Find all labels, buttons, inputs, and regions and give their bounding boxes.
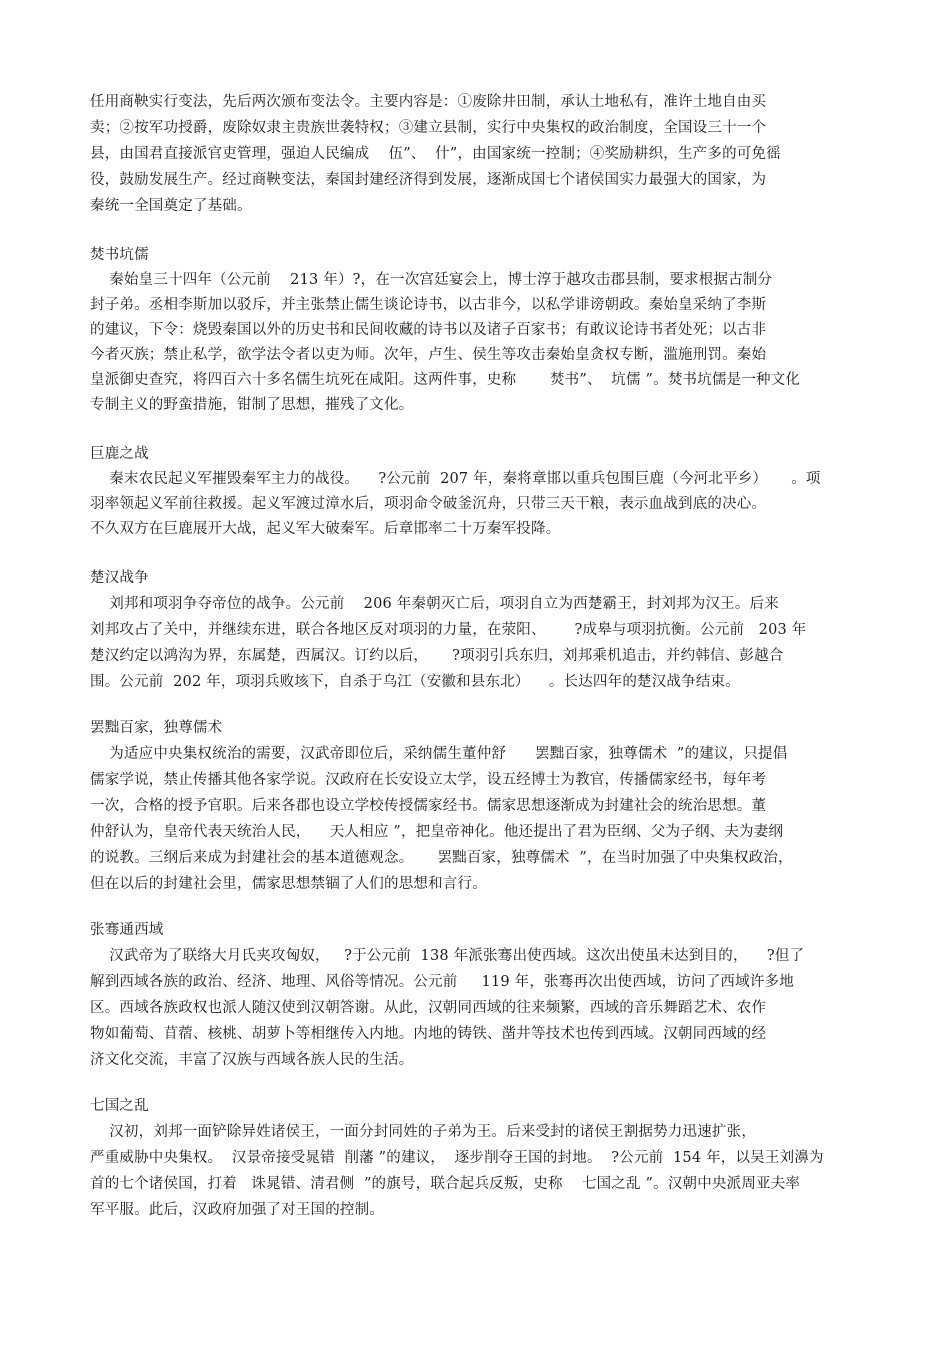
paragraph-line: 刘邦攻占了关中，并继续东进，联合各地区反对项羽的力量，在荥阳、 ?成皋与项羽抗衡。公元前 203 年 [90,622,807,638]
paragraph-line: 一次，合格的授予官职。后来各郡也设立学校传授儒家经书。儒家思想逐渐成为封建社会的统治思想。董 [90,798,767,814]
paragraph-line: 区。西域各族政权也派人随汉使到汉朝答谢。从此，汉朝同西域的往来频繁，西域的音乐舞蹈艺术、农作 [90,1000,767,1016]
section-heading: 七国之乱 [90,1098,149,1114]
paragraph-line: 围。公元前 202 年，项羽兵败垓下，自杀于乌江（安徽和县东北） 。长达四年的楚汉战争结束。 [90,674,740,690]
intro-line: 任用商鞅实行变法，先后两次颁布变法令。主要内容是：①废除井田制，承认土地私有，准许土地自由买 [90,94,767,110]
paragraph-line: 物如葡萄、苜蓿、核桃、胡萝卜等相继传入内地。内地的铸铁、凿井等技术也传到西域。汉朝同西域的经 [90,1026,767,1042]
paragraph-line: 首的七个诸侯国，打着 诛晁错、清君侧 ”的旗号，联合起兵反叛，史称 七国之乱 ”。汉朝中央派周亚夫率 [90,1176,801,1192]
intro-line: 役，鼓励发展生产。经过商鞅变法，秦国封建经济得到发展，逐渐成国七个诸侯国实力最强大的国家，为 [90,172,767,188]
paragraph-line: 秦始皇三十四年（公元前 213 年）?，在一次宫廷宴会上，博士淳于越攻击郡县制，要求根据古制分 [90,272,773,288]
paragraph-line: 今者灭族；禁止私学，欲学法令者以吏为师。次年，卢生、侯生等攻击秦始皇贪权专断，滥施刑罚。秦始 [90,347,767,363]
paragraph-line: 严重威胁中央集权。 汉景帝接受晁错 削藩 ”的建议， 逐步削夺王国的封地。 ?公元前 154 年，以吴王刘濞为 [90,1150,824,1166]
intro-line: 秦统一全国奠定了基础。 [90,198,252,214]
section-heading: 张骞通西域 [90,922,164,938]
paragraph-line: 儒家学说，禁止传播其他各家学说。汉政府在长安设立太学，设五经博士为教官，传播儒家经书，每年考 [90,772,767,788]
paragraph-line: 解到西域各族的政治、经济、地理、风俗等情况。公元前 119 年，张骞再次出使西域，访问了西域许多地 [90,974,794,990]
paragraph-line: 皇派御史查究，将四百六十多名儒生坑死在咸阳。这两件事，史称 焚书”、 坑儒 ”。焚书坑儒是一种文化 [90,372,801,388]
paragraph-line: 济文化交流，丰富了汉族与西域各族人民的生活。 [90,1052,414,1068]
section-heading: 罢黜百家，独尊儒术 [90,720,223,736]
paragraph-line: 但在以后的封建社会里，儒家思想禁锢了人们的思想和言行。 [90,876,487,892]
paragraph-line: 的建议，下令：烧毁秦国以外的历史书和民间收藏的诗书以及诸子百家书；有敢议论诗书者处死；以古非 [90,322,767,338]
section-heading: 巨鹿之战 [90,446,149,462]
paragraph-line: 封子弟。丞相李斯加以驳斥，并主张禁止儒生谈论诗书，以古非今，以私学诽谤朝政。秦始皇采纳了李斯 [90,297,767,313]
paragraph-line: 的说教。三纲后来成为封建社会的基本道德观念。 罢黜百家，独尊儒术 ”，在当时加强了中央集权政治， [90,850,793,866]
paragraph-line: 刘邦和项羽争夺帝位的战争。公元前 206 年秦朝灭亡后，项羽自立为西楚霸王，封刘邦为汉王。后来 [90,596,779,612]
paragraph-line: 羽率领起义军前往救援。起义军渡过漳水后，项羽命令破釜沉舟，只带三天干粮，表示血战到底的决心。 [90,496,767,512]
paragraph-line: 为适应中央集权统治的需要，汉武帝即位后，采纳儒生董仲舒 罢黜百家，独尊儒术 ”的建议，只提倡 [90,746,788,762]
paragraph-line: 楚汉约定以鸿沟为界，东属楚，西属汉。订约以后， ?项羽引兵东归，刘邦乘机追击，并约韩信、彭越合 [90,648,784,664]
intro-line: 县，由国君直接派官吏管理，强迫人民编成 伍”、 什”，由国家统一控制；④奖励耕织，生产多的可免徭 [90,146,781,162]
intro-line: 卖；②按军功授爵，废除奴隶主贵族世袭特权；③建立县制，实行中央集权的政治制度，全国设三十一个 [90,120,767,136]
paragraph-line: 仲舒认为，皇帝代表天统治人民， 天人相应 ”，把皇帝神化。他还提出了君为臣纲、父为子纲、夫为妻纲 [90,824,784,840]
paragraph-line: 军平服。此后，汉政府加强了对王国的控制。 [90,1202,384,1218]
paragraph-line: 秦末农民起义军摧毁秦军主力的战役。 ?公元前 207 年，秦将章邯以重兵包围巨鹿（今河北平乡） 。项 [90,471,821,487]
paragraph-line: 专制主义的野蛮措施，钳制了思想，摧残了文化。 [90,397,414,413]
paragraph-line: 汉武帝为了联络大月氏夹攻匈奴， ?于公元前 138 年派张骞出使西域。这次出使虽未达到目的， ?但了 [90,948,805,964]
section-heading: 焚书坑儒 [90,247,149,263]
section-heading: 楚汉战争 [90,570,149,586]
paragraph-line: 不久双方在巨鹿展开大战，起义军大破秦军。后章邯率二十万秦军投降。 [90,521,561,537]
paragraph-line: 汉初，刘邦一面铲除异姓诸侯王，一面分封同姓的子弟为王。后来受封的诸侯王割据势力迅速扩张， [90,1124,757,1140]
